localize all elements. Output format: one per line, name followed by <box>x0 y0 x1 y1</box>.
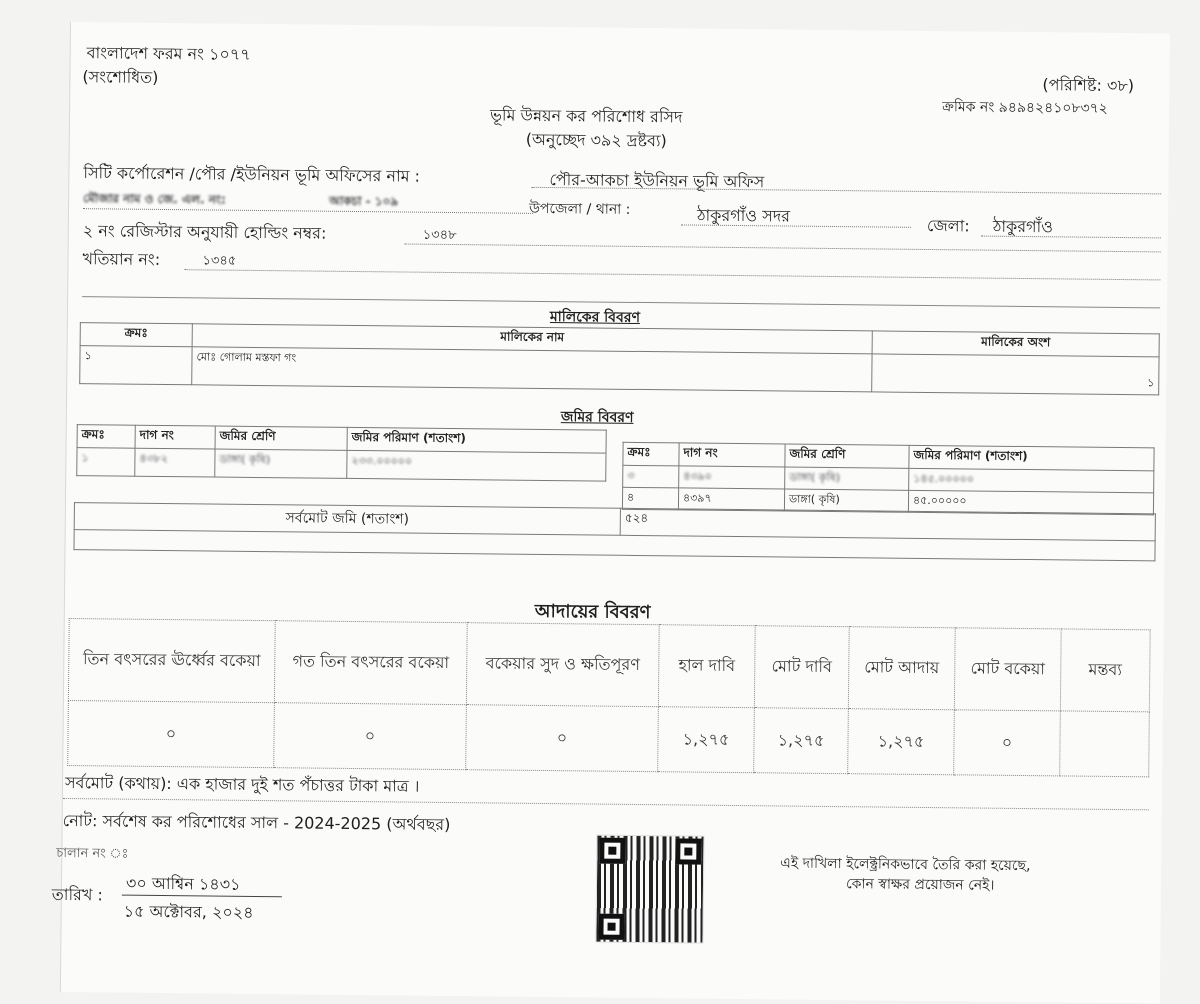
col-interest: বকেয়ার সুদ ও ক্ষতিপূরণ <box>466 623 659 707</box>
col-last-three-years: গত তিন বৎসরের বকেয়া <box>274 621 467 705</box>
land-amount: ১৪৫.০০০০০ <box>909 468 1154 493</box>
office-label: সিটি কর্পোরেশন /পৌর /ইউনিয়ন ভূমি অফিসের নাম : <box>83 163 421 186</box>
land-col-dag-r: দাগ নং <box>679 443 785 467</box>
revised-label: (সংশোধিত) <box>82 67 159 87</box>
receipt-sheet <box>51 22 1170 1003</box>
owner-share: ১ <box>872 354 1159 395</box>
land-heading: জমির বিবরণ <box>560 409 634 426</box>
land-class: ডাঙ্গা( কৃষি) <box>784 489 908 512</box>
land-serial: ৩ <box>623 465 679 488</box>
land-col-amount-r: জমির পরিমাণ (শতাংশ) <box>909 445 1154 471</box>
col-over-three-years: তিন বৎসরের ঊর্ধ্বের বকেয়া <box>68 619 275 703</box>
land-table-right <box>622 442 1155 516</box>
land-col-dag: দাগ নং <box>135 425 215 449</box>
land-serial: ৪ <box>622 487 678 510</box>
holding-value: ১৩৪৮ <box>422 227 457 244</box>
land-col-serial: ক্রমঃ <box>77 425 135 449</box>
owners-table <box>79 322 1160 395</box>
val-current-demand: ১,২৭৫ <box>658 707 755 773</box>
val-interest: ০ <box>466 705 659 772</box>
receipt-subtitle: (অনুচ্ছেদ ৩৯২ দ্রষ্টব্য) <box>525 129 667 151</box>
land-col-serial-r: ক্রমঃ <box>623 442 679 466</box>
val-over-three-years: ০ <box>68 701 275 768</box>
serial-number: ক্রমিক নং ৯৪৯৪২৪১০৮৩৭২ <box>942 99 1108 117</box>
collection-heading: আদায়ের বিবরণ <box>534 600 651 624</box>
khatian-value: ১৩৪৫ <box>202 253 237 269</box>
val-total-demand: ১,২৭৫ <box>754 708 849 774</box>
col-total-demand: মোট দাবি <box>754 626 849 709</box>
district-value: ঠাকুরগাঁও <box>992 216 1054 237</box>
date-label: তারিখ : <box>51 884 103 905</box>
electronic-note-1: এই দাখিলা ইলেক্ট্রনিকভাবে তৈরি করা হয়েছে, <box>780 855 1031 875</box>
mouza-dotline <box>83 208 533 214</box>
khatian-dotline <box>184 269 1160 280</box>
collection-table <box>67 618 1150 777</box>
land-total-value: ৫২৪ <box>620 508 1155 541</box>
upazila-label: উপজেলা / থানা : <box>528 200 631 218</box>
mouza-value: আকচা - ১০৯ <box>329 193 399 209</box>
land-class: ডাঙ্গা( কৃষি) <box>215 449 347 478</box>
land-col-class: জমির শ্রেণি <box>215 426 347 450</box>
holding-dotline <box>405 244 1161 253</box>
qr-code <box>595 835 704 944</box>
date-bangla: ৩০ আশ্বিন ১৪৩১ <box>125 873 241 894</box>
land-table-left <box>76 424 607 482</box>
mouza-label: মৌজার নাম ও জে. এল. নং: <box>83 191 226 207</box>
col-total-due: মোট বকেয়া <box>954 628 1061 711</box>
land-dag: ৪৩৯৭ <box>678 488 784 511</box>
val-total-due: ০ <box>954 710 1061 776</box>
form-number: বাংলাদেশ ফরম নং ১০৭৭ <box>86 43 251 64</box>
office-value: পৌর-আকচা ইউনিয়ন ভূমি অফিস <box>549 170 765 192</box>
land-dag: ৪৩৯০ <box>679 466 785 489</box>
val-remarks <box>1060 711 1150 777</box>
note-text: নোট: সর্বশেষ কর পরিশোধের সাল - 2024-2025 (অর্থবছর) <box>62 810 451 835</box>
land-dag: ৪৩৮২ <box>135 448 215 477</box>
owners-col-name: মালিকের নাম <box>192 324 872 354</box>
land-class: ডাঙ্গা( কৃষি) <box>785 467 909 490</box>
land-total-label: সর্বমোট জমি (শতাংশ) <box>74 503 620 536</box>
upazila-value: ঠাকুরগাঁও সদর <box>696 205 791 226</box>
challan-label: চালান নং ঃ <box>56 845 129 862</box>
electronic-note-2: কোন স্বাক্ষর প্রয়োজন নেই। <box>845 876 995 894</box>
col-remarks: মন্তব্য <box>1060 629 1150 712</box>
col-current-demand: হাল দাবি <box>658 625 755 708</box>
land-amount: ২৩৩.০০০০০ <box>347 450 606 481</box>
land-serial: ১ <box>77 448 135 477</box>
land-total-table <box>73 502 1155 561</box>
val-last-three-years: ০ <box>274 703 467 770</box>
land-col-class-r: জমির শ্রেণি <box>785 444 909 468</box>
owners-col-serial: ক্রমঃ <box>80 323 192 347</box>
table-row <box>68 701 1150 777</box>
owners-heading: মালিকের বিবরণ <box>549 309 641 326</box>
land-col-amount: জমির পরিমাণ (শতাংশ) <box>347 427 606 453</box>
col-total-collected: মোট আদায় <box>848 627 955 710</box>
val-total-collected: ১,২৭৫ <box>848 709 955 775</box>
receipt-title: ভূমি উন্নয়ন কর পরিশোধ রসিদ <box>489 105 683 127</box>
footer-divider <box>63 798 1149 810</box>
khatian-label: খতিয়ান নং: <box>82 249 161 269</box>
appendix-label: (পরিশিষ্ট: ৩৮) <box>1042 75 1135 96</box>
owner-serial: ১ <box>80 346 192 385</box>
date-english: ১৫ অক্টোবর, ২০২৪ <box>123 901 254 922</box>
total-in-words: সর্বমোট (কথায়): এক হাজার দুই শত পঁচাত্তর টাকা মাত্র । <box>64 772 420 796</box>
district-label: জেলা: <box>926 215 970 236</box>
owner-name: মোঃ গোলাম মস্তফা গং <box>192 347 872 392</box>
land-amount: ৪৫.০০০০০ <box>908 490 1153 515</box>
table-row <box>77 448 606 482</box>
owners-col-share: মালিকের অংশ <box>872 331 1159 357</box>
holding-label: ২ নং রেজিস্টার অনুযায়ী হোল্ডিং নম্বর: <box>82 221 327 243</box>
